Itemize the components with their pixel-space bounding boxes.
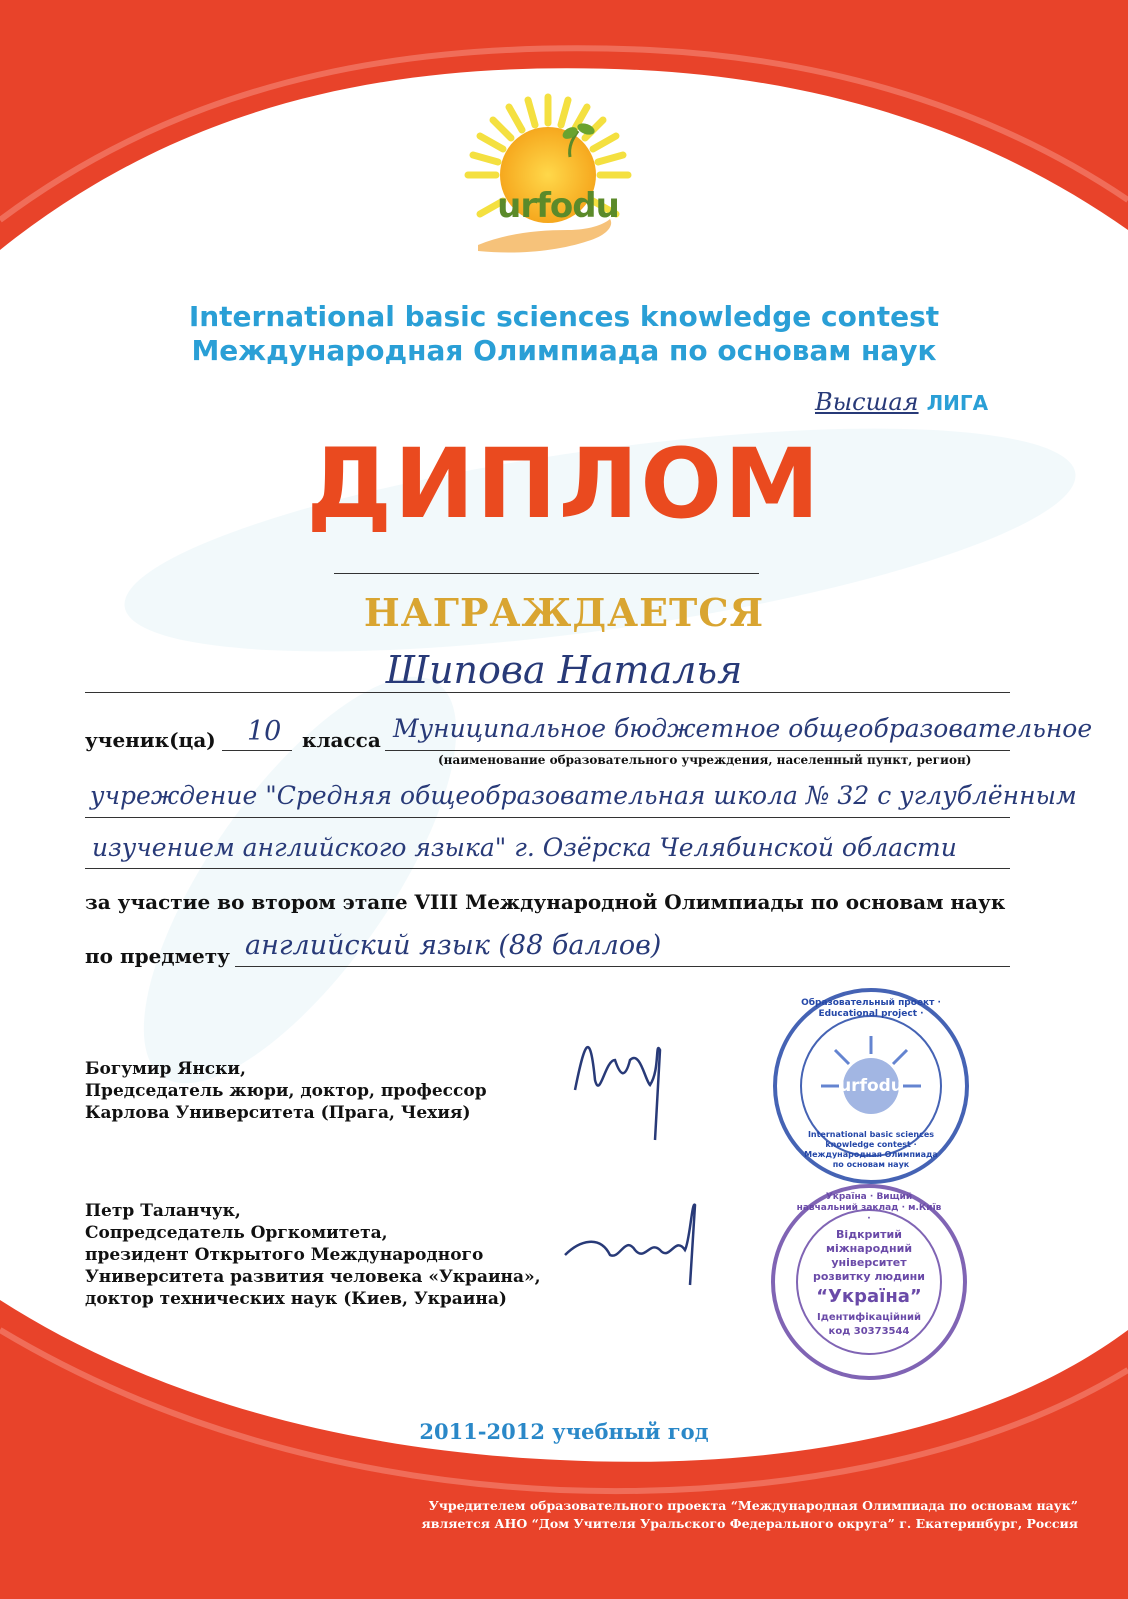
stamp2-ring: Україна · Вищий навчальний заклад · м.Київ · [796,1192,942,1224]
league-label: ЛИГА [926,391,989,415]
stamp1-outer-bottom: International basic sciences knowledge contest · Международная Олимпиада по основам наук [804,1130,938,1169]
league-level: Высшая [815,388,919,416]
subject-underline [235,966,1010,967]
institution-line-1: Муниципальное бюджетное общеобразовательное [393,714,1093,743]
footer-line-1: Учредителем образовательного проекта “Международная Олимпиада по основам наук” [428,1498,1078,1513]
signatory-2-line-5: доктор технических наук (Киев, Украина) [85,1289,507,1309]
awarded-label: НАГРАЖДАЕТСЯ [363,590,765,635]
grade-underline [222,750,292,751]
signatory-2-line-4: Университета развития человека «Украина», [85,1267,541,1287]
student-label: ученик(ца) [85,728,216,752]
footer-line-2: является АНО “Дом Учителя Уральского Федерального округа” г. Екатеринбург, Россия [421,1516,1078,1531]
signatory-1-line-2: Председатель жюри, доктор, профессор [85,1081,487,1101]
contest-title-en: International basic sciences knowledge contest [188,300,940,333]
participation-text: за участие во втором этапе VIII Международной Олимпиады по основам наук [85,890,1006,914]
stamp2-line-2: міжнародний [825,1242,913,1255]
institution-line-3: изучением английского языка" г. Озёрска Челябинской области [92,833,957,862]
grade-value: 10 [247,716,282,747]
stamp2-line-6: Ідентифікаційний [817,1312,921,1323]
signatory-2-line-1: Петр Таланчук, [85,1201,241,1221]
signatory-2-line-2: Сопредседатель Оргкомитета, [85,1223,388,1243]
stamp1-outer-top: Образовательный проект · Educational project · [801,998,941,1019]
subject-label: по предмету [85,944,230,968]
signatory-2-line-3: президент Открытого Международного [85,1245,484,1265]
institution-underline-2 [85,817,1010,818]
institution-underline-1 [385,750,1010,751]
stamp2-line-5: “Україна” [816,1286,922,1307]
stamp2-line-7: код 30373544 [828,1326,910,1337]
league [815,388,988,416]
institution-underline-3 [85,868,1010,869]
signatory-2 [85,1200,541,1310]
stamp-ukraine-text [773,1186,965,1378]
subject-value: английский язык (88 баллов) [245,930,662,961]
stamp1-center: urfodu [839,1076,903,1096]
academic-year: 2011-2012 учебный год [419,1419,709,1444]
recipient-name: Шипова Наталья [385,648,743,692]
logo-text: urfodu [497,186,619,226]
diploma-title: ДИПЛОМ [306,428,822,540]
stamp-urfodu-text [775,990,967,1182]
contest-title-ru: Международная Олимпиада по основам наук [191,334,937,367]
footer-note [378,1497,1078,1533]
institution-note: (наименование образовательного учреждения, населенный пункт, регион) [438,753,972,767]
divider [334,573,759,574]
signatory-1 [85,1058,487,1124]
name-underline [85,692,1010,693]
signatory-1-line-1: Богумир Янски, [85,1059,246,1079]
institution-line-2: учреждение "Средняя общеобразовательная школа № 32 с углублённым [90,781,1077,810]
stamp2-line-4: розвитку людини [813,1270,925,1283]
class-label: класса [302,728,381,752]
signatory-1-line-3: Карлова Университета (Прага, Чехия) [85,1103,471,1123]
stamp2-line-3: університет [831,1256,907,1269]
stamp2-line-1: Відкритий [836,1228,902,1241]
